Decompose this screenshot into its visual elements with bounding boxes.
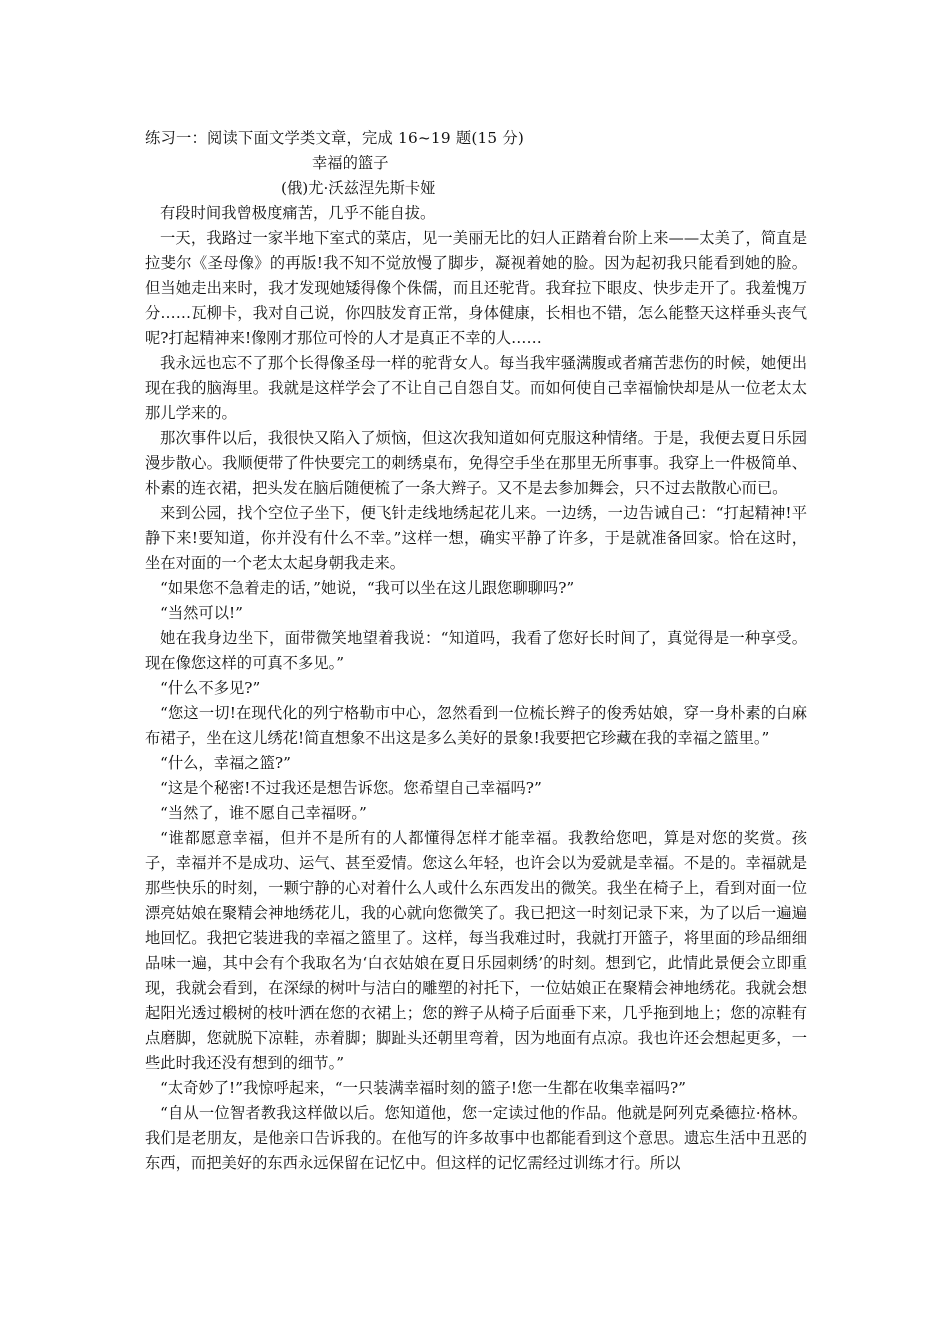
exercise-heading: 练习一：阅读下面文学类文章，完成 16~19 题(15 分) (145, 129, 525, 147)
paragraph: 来到公园，找个空位子坐下，便飞针走线地绣起花儿来。一边绣，一边告诫自己：“打起精神!平静下来!要知道，你并没有什么不幸。”这样一想，确实平静了许多，于是就准备回家。恰在这时，坐在对面的一个老太太起身朝我走来。 (145, 504, 807, 572)
paragraph: “太奇妙了!”我惊呼起来，“一只装满幸福时刻的篮子!您一生都在收集幸福吗?” (160, 1079, 686, 1097)
paragraph: “自从一位智者教我这样做以后。您知道他，您一定读过他的作品。他就是阿列克桑德拉·格林。我们是老朋友，是他亲口告诉我的。在他写的许多故事中也都能看到这个意思。遗忘生活中丑恶的东西，而把美好的东西永远保留在记忆中。但这样的记忆需经过训练才行。所以 (145, 1104, 807, 1172)
paragraph: “当然了，谁不愿自己幸福呀。” (160, 804, 367, 822)
article-title: 幸福的篮子 (312, 154, 389, 172)
article-page (145, 126, 807, 1176)
paragraph: “这是个秘密!不过我还是想告诉您。您希望自己幸福吗?” (160, 779, 542, 797)
paragraph: “当然可以!” (160, 604, 243, 622)
article-body (145, 201, 807, 1176)
paragraph: “什么，幸福之篮?” (160, 754, 291, 772)
paragraph: “什么不多见?” (160, 679, 261, 697)
paragraph: 有段时间我曾极度痛苦，几乎不能自拔。 (160, 204, 436, 222)
paragraph: 那次事件以后，我很快又陷入了烦恼，但这次我知道如何克服这种情绪。于是，我便去夏日乐园漫步散心。我顺便带了件快要完工的刺绣桌布，免得空手坐在那里无所事事。我穿上一件极简单、朴素的连衣裙，把头发在脑后随便梳了一条大辫子。又不是去参加舞会，只不过去散散心而已。 (145, 429, 807, 497)
paragraph: “您这一切!在现代化的列宁格勒市中心，忽然看到一位梳长辫子的俊秀姑娘，穿一身朴素的白麻布裙子，坐在这儿绣花!简直想象不出这是多么美好的景象!我要把它珍藏在我的幸福之篮里。” (145, 704, 807, 747)
paragraph: 她在我身边坐下，面带微笑地望着我说：“知道吗，我看了您好长时间了，真觉得是一种享受。现在像您这样的可真不多见。” (145, 629, 807, 672)
paragraph: 我永远也忘不了那个长得像圣母一样的驼背女人。每当我牢骚满腹或者痛苦悲伤的时候，她便出现在我的脑海里。我就是这样学会了不让自己自怨自艾。而如何使自己幸福愉快却是从一位老太太那儿学来的。 (145, 354, 807, 422)
paragraph: “如果您不急着走的话，”她说，“我可以坐在这儿跟您聊聊吗?” (160, 579, 575, 597)
article-author: (俄)尤·沃兹涅先斯卡娅 (281, 179, 436, 197)
paragraph: 一天，我路过一家半地下室式的菜店，见一美丽无比的妇人正踏着台阶上来——太美了，简直是拉斐尔《圣母像》的再版!我不知不觉放慢了脚步，凝视着她的脸。因为起初我只能看到她的脸。但当她走出来时，我才发现她矮得像个侏儒，而且还驼背。我耷拉下眼皮、快步走开了。我羞愧万分……瓦柳卡，我对自己说，你四肢发育正常，身体健康，长相也不错，怎么能整天这样垂头丧气呢?打起精神来!像刚才那位可怜的人才是真正不幸的人…… (145, 229, 807, 347)
paragraph: “谁都愿意幸福，但并不是所有的人都懂得怎样才能幸福。我教给您吧，算是对您的奖赏。孩子，幸福并不是成功、运气、甚至爱情。您这么年轻，也许会以为爱就是幸福。不是的。幸福就是那些快乐的时刻，一颗宁静的心对着什么人或什么东西发出的微笑。我坐在椅子上，看到对面一位漂亮姑娘在聚精会神地绣花儿，我的心就向您微笑了。我已把这一时刻记录下来，为了以后一遍遍地回忆。我把它装进我的幸福之篮里了。这样，每当我难过时，我就打开篮子，将里面的珍品细细品味一遍，其中会有个我取名为‘白衣姑娘在夏日乐园刺绣’的时刻。想到它，此情此景便会立即重现，我就会看到，在深绿的树叶与洁白的雕塑的衬托下，一位姑娘正在聚精会神地绣花。我就会想起阳光透过椴树的枝叶洒在您的衣裙上；您的辫子从椅子后面垂下来，几乎拖到地上；您的凉鞋有点磨脚，您就脱下凉鞋，赤着脚；脚趾头还朝里弯着，因为地面有点凉。我也许还会想起更多，一些此时我还没有想到的细节。” (145, 829, 807, 1072)
